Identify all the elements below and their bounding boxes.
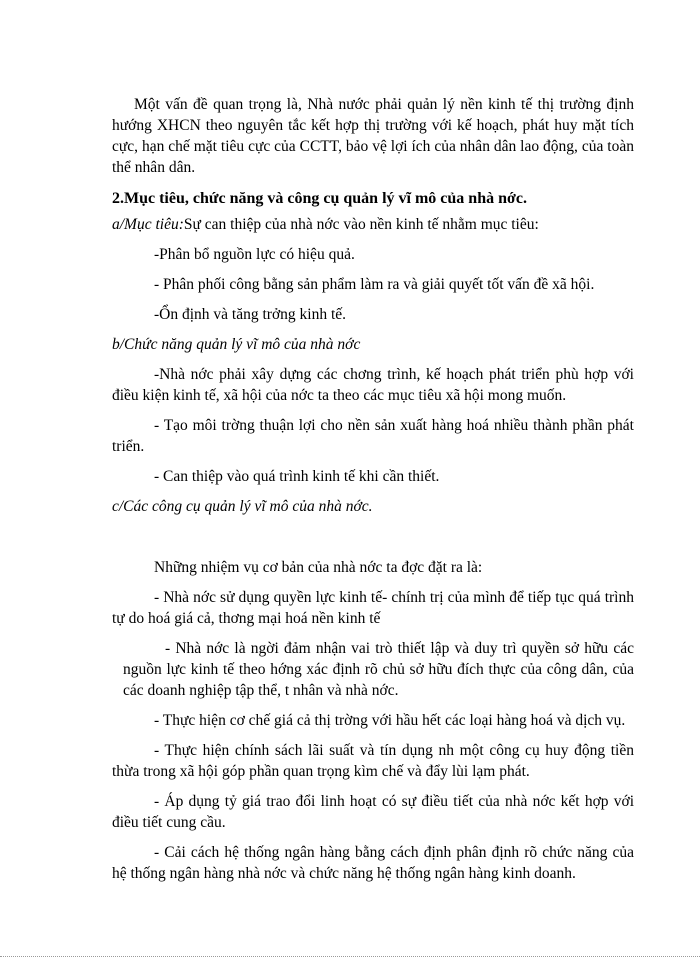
task-item: - Nhà nớc sử dụng quyền lực kinh tế- chính trị của mình để tiếp tục quá trình tự do hoá giá cả, thơng mại hoá nền kinh tế: [112, 589, 634, 627]
task-item: - Thực hiện chính sách lãi suất và tín dụng nh một công cụ huy động tiền thừa trong xã hội góp phần quan trọng kìm chế và đẩy lùi lạm phát.: [112, 742, 634, 780]
goal-item: -Ổn định và tăng trởng kinh tế.: [154, 306, 347, 323]
task-item: - Cải cách hệ thống ngân hàng bằng cách định phân định rõ chức năng của hệ thống ngân hàng nhà nớc và chức năng hệ thống ngân hàng kinh doanh.: [112, 844, 634, 882]
task-item: - Nhà nớc là ngời đảm nhận vai trò thiết lập và duy trì quyền sở hữu các nguồn lực kinh tế theo hớng xác định rõ chủ sở hữu đích thực của công dân, của các doanh nghiệp tập thể, t nhân và nhà nớc.: [123, 640, 634, 699]
tasks-intro: Những nhiệm vụ cơ bản của nhà nớc ta đợc đặt ra là:: [154, 559, 483, 576]
subsection-a-label: a/Mục tiêu:: [112, 216, 184, 233]
task-item: - Thực hiện cơ chế giá cả thị trờng với hầu hết các loại hàng hoá và dịch vụ.: [154, 712, 626, 729]
section-heading: 2.Mục tiêu, chức năng và công cụ quản lý vĩ mô của nhà nớc.: [112, 190, 527, 207]
function-item: -Nhà nớc phải xây dựng các chơng trình, kế hoạch phát triển phù hợp với điều kiện kinh tế, xã hội của nớc ta theo các mục tiêu xã hội mong muốn.: [112, 366, 634, 404]
subsection-a: [112, 214, 634, 235]
goal-item: - Phân phối công bằng sản phẩm làm ra và giải quyết tốt vấn đề xã hội.: [154, 276, 595, 293]
subsection-a-text: Sự can thiệp của nhà nớc vào nền kinh tế nhằm mục tiêu:: [183, 216, 539, 233]
task-item: - Áp dụng tỷ giá trao đổi linh hoạt có sự điều tiết của nhà nớc kết hợp với điều tiết cung cầu.: [112, 793, 634, 831]
document-page: [112, 94, 634, 884]
subsection-b-heading: b/Chức năng quản lý vĩ mô của nhà nớc: [112, 336, 361, 353]
intro-paragraph: Một vấn đề quan trọng là, Nhà nước phải quản lý nền kinh tế thị trường định hướng XHCN theo nguyên tắc kết hợp thị trường với kế hoạch, phát huy mặt tích cực, hạn chế mặt tiêu cực của CCTT, bảo vệ lợi ích của nhân dân lao động, của toàn thể nhân dân.: [112, 96, 634, 176]
function-item: - Can thiệp vào quá trình kinh tế khi cần thiết.: [154, 468, 440, 485]
subsection-c-heading: c/Các công cụ quản lý vĩ mô của nhà nớc.: [112, 498, 373, 515]
page-bottom-divider: [0, 956, 700, 958]
goal-item: -Phân bổ nguồn lực có hiệu quả.: [154, 246, 355, 263]
function-item: - Tạo môi trờng thuận lợi cho nền sản xuất hàng hoá nhiều thành phần phát triển.: [112, 417, 634, 455]
